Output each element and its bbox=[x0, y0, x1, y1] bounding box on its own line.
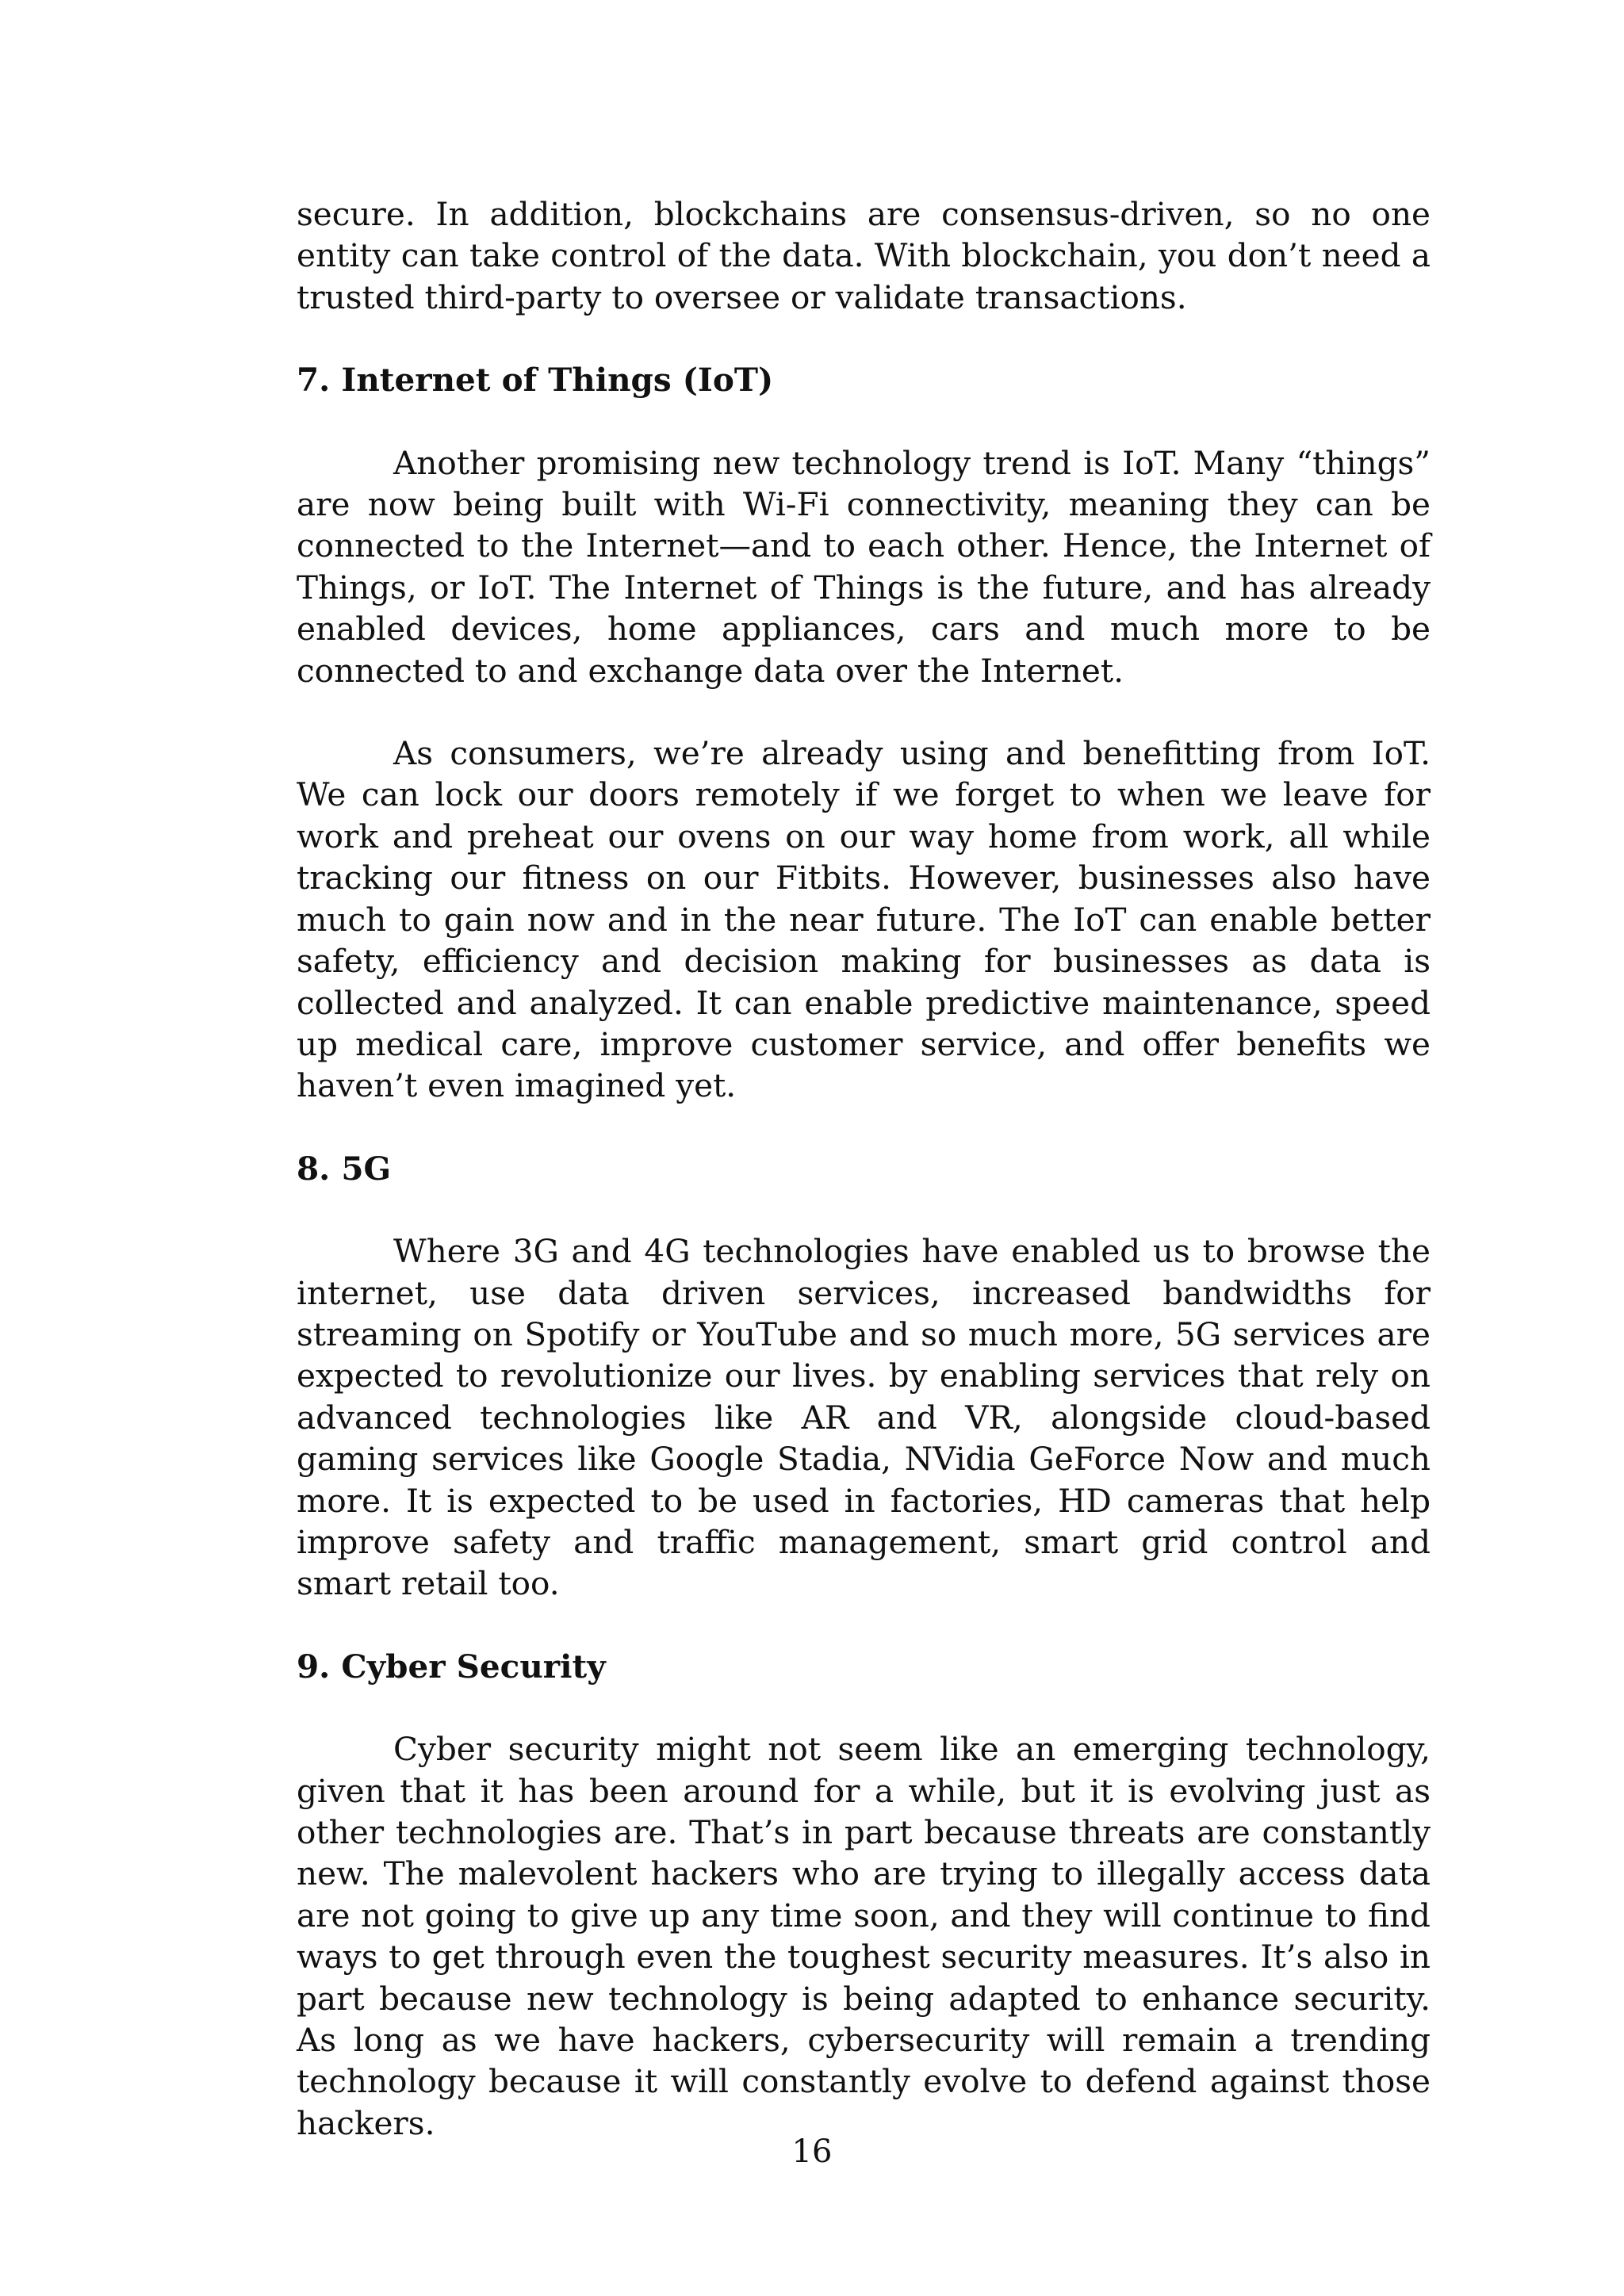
iot-paragraph-1: Another promising new technology trend is IoT. Many “things” are now being built with Wi-Fi connectivity, meaning they can be connected to the Internet—and to each other. Hence, the Internet of Things, or IoT. The Internet of Things is the future, and has already enabled devices, home appliances, cars and much more to be connected to and exchange data over the Internet. bbox=[297, 443, 1431, 690]
page-number: 16 bbox=[791, 2133, 833, 2170]
section-heading-cyber-security: 9. Cyber Security bbox=[297, 1647, 606, 1686]
5g-paragraph-1: Where 3G and 4G technologies have enabled us to browse the internet, use data driven services, increased bandwidths for streaming on Spotify or YouTube and so much more, 5G services are expected to revolutionize our lives. by enabling services that rely on advanced technologies like AR and VR, alongside cloud-based gaming services like Google Stadia, NVidia GeForce Now and much more. It is expected to be used in factories, HD cameras that help improve safety and traffic management, smart grid control and smart retail too. bbox=[297, 1232, 1431, 1603]
iot-paragraph-2: As consumers, we’re already using and benefitting from IoT. We can lock our doors remotely if we forget to when we leave for work and preheat our ovens on our way home from work, all while tracking our fitness on our Fitbits. However, businesses also have much to gain now and in the near future. The IoT can enable better safety, efficiency and decision making for businesses as data is collected and analyzed. It can enable predictive maintenance, speed up medical care, improve customer service, and offer benefits we haven’t even imagined yet. bbox=[297, 734, 1431, 1105]
continued-paragraph: secure. In addition, blockchains are consensus-driven, so no one entity can take control of the data. With blockchain, you don’t need a trusted third-party to oversee or validate transactions. bbox=[297, 195, 1431, 316]
page-content bbox=[297, 193, 1431, 2144]
section-heading-iot: 7. Internet of Things (IoT) bbox=[297, 361, 774, 400]
cyber-security-paragraph-1: Cyber security might not seem like an emerging technology, given that it has been around for a while, but it is evolving just as other technologies are. That’s in part because threats are constantly new. The malevolent hackers who are trying to illegally access data are not going to give up any time soon, and they will continue to find ways to get through even the toughest security measures. It’s also in part because new technology is being adapted to enhance security. As long as we have hackers, cybersecurity will remain a trending technology because it will constantly evolve to defend against those hackers. bbox=[297, 1730, 1431, 2142]
section-heading-5g: 8. 5G bbox=[297, 1149, 392, 1188]
